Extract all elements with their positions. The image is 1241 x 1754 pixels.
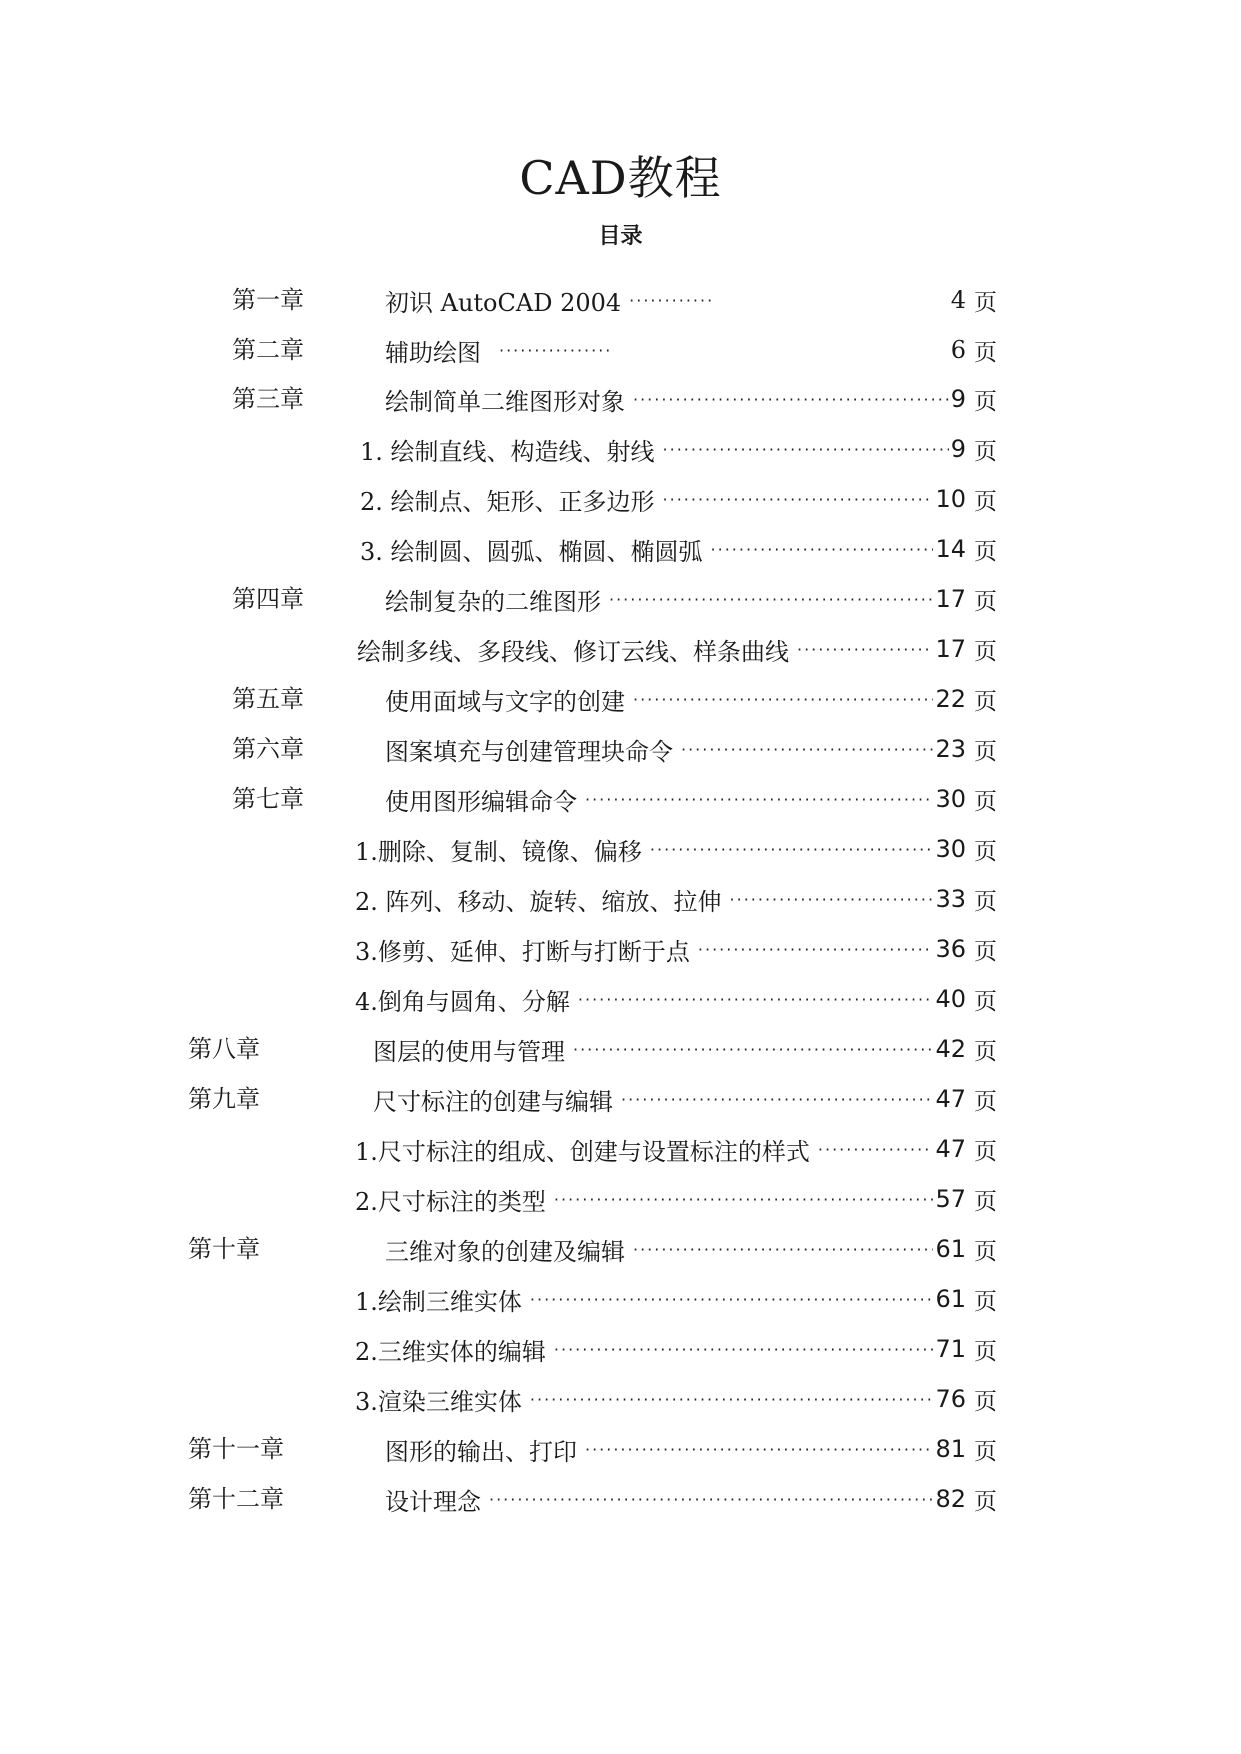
toc-row <box>0 628 1241 670</box>
toc-entry-text: 尺寸标注的创建与编辑 <box>373 1087 613 1116</box>
toc-heading: 目录 <box>598 224 643 249</box>
toc-row <box>0 279 1241 321</box>
toc-page-unit: 页 <box>974 1388 997 1415</box>
toc-entry <box>355 828 997 870</box>
toc-entry-text: 绘制简单二维图形对象 <box>385 387 625 416</box>
toc-entry-text: 2. 阵列、移动、旋转、缩放、拉伸 <box>355 887 722 916</box>
toc-page-unit: 页 <box>974 1288 997 1315</box>
toc-leader-dots <box>585 790 933 809</box>
toc-page-unit: 页 <box>974 938 997 965</box>
toc-leader-dots <box>797 640 933 659</box>
toc-leader-dots <box>633 390 949 409</box>
toc-chapter: 第一章 <box>232 286 304 314</box>
toc-page-number: 33 <box>935 885 966 913</box>
toc-row <box>0 428 1241 470</box>
toc-page-number: 17 <box>935 585 966 613</box>
toc-leader-dots <box>530 1290 934 1309</box>
toc-row <box>0 728 1241 770</box>
toc-page-unit: 页 <box>974 388 997 415</box>
toc-entry <box>385 678 997 720</box>
toc-row <box>0 828 1241 870</box>
toc-page-unit: 页 <box>974 339 997 366</box>
toc-page-number: 6 <box>950 336 966 364</box>
toc-entry <box>360 478 997 520</box>
toc-page-unit: 页 <box>974 488 997 515</box>
toc-row <box>0 378 1241 420</box>
toc-page-unit: 页 <box>974 1238 997 1265</box>
toc-page-number: 61 <box>935 1235 966 1263</box>
toc-chapter: 第二章 <box>232 336 304 364</box>
toc-entry <box>385 279 997 321</box>
toc-page-unit: 页 <box>974 1338 997 1365</box>
toc-row <box>0 1278 1241 1320</box>
toc-page-unit: 页 <box>974 688 997 715</box>
toc-leader-dots <box>554 1340 934 1359</box>
toc-page-unit: 页 <box>974 988 997 1015</box>
toc-row <box>0 1178 1241 1220</box>
toc-page-unit: 页 <box>974 638 997 665</box>
toc-entry <box>373 1078 997 1120</box>
toc-row <box>0 1378 1241 1420</box>
toc-entry <box>355 1328 997 1370</box>
toc-leader-dots <box>573 1040 933 1059</box>
toc-entry <box>385 578 997 620</box>
toc-page-number: 40 <box>935 985 966 1013</box>
toc-entry <box>355 1378 997 1420</box>
toc-entry <box>385 1428 997 1470</box>
toc-chapter: 第十二章 <box>188 1485 284 1513</box>
toc-row <box>0 1128 1241 1170</box>
toc-entry <box>385 1228 997 1270</box>
toc-leader-dots <box>663 490 934 509</box>
toc-page-unit: 页 <box>974 1088 997 1115</box>
toc-page-number: 61 <box>935 1285 966 1313</box>
toc-entry <box>355 1128 997 1170</box>
toc-page-number: 30 <box>935 785 966 813</box>
toc-leader-dots <box>609 590 933 609</box>
toc-entry-text: 初识 AutoCAD 2004 <box>385 288 622 317</box>
toc-leader-dots <box>633 690 933 709</box>
toc-page-number: 42 <box>935 1035 966 1063</box>
toc-row <box>0 1078 1241 1120</box>
toc-page-unit: 页 <box>974 738 997 765</box>
toc-entry <box>355 1178 997 1220</box>
toc-chapter: 第十一章 <box>188 1435 284 1463</box>
toc-page-unit: 页 <box>974 1438 997 1465</box>
toc-entry <box>373 1028 997 1070</box>
toc-leader-dots <box>530 1390 934 1409</box>
toc-page-number: 47 <box>935 1085 966 1113</box>
toc-page-unit: 页 <box>974 838 997 865</box>
toc-page-unit: 页 <box>974 438 997 465</box>
toc-leader-dots <box>663 440 949 459</box>
toc-entry-text: 3.渲染三维实体 <box>355 1387 522 1416</box>
toc-entry-text: 3. 绘制圆、圆弧、椭圆、椭圆弧 <box>360 537 703 566</box>
toc-row <box>0 928 1241 970</box>
toc-entry-text: 4.倒角与圆角、分解 <box>355 987 570 1016</box>
toc-row <box>0 1228 1241 1270</box>
toc-leader-dots <box>818 1140 934 1159</box>
toc-entry <box>360 528 997 570</box>
toc-leader-dots <box>698 940 934 959</box>
toc-page-number: 82 <box>935 1485 966 1513</box>
toc-page-unit: 页 <box>974 1038 997 1065</box>
toc-row <box>0 1428 1241 1470</box>
toc-entry-text: 绘制复杂的二维图形 <box>385 587 601 616</box>
toc-row <box>0 329 1241 371</box>
toc-leader-dots <box>489 1490 933 1509</box>
toc-leader-dots <box>730 890 934 909</box>
toc-entry <box>385 728 997 770</box>
toc-page-number: 47 <box>935 1135 966 1163</box>
toc-entry-text: 三维对象的创建及编辑 <box>385 1237 625 1266</box>
toc-page-unit: 页 <box>974 1188 997 1215</box>
toc-entry-text: 设计理念 <box>385 1487 481 1516</box>
toc-chapter: 第六章 <box>232 735 304 763</box>
toc-entry <box>355 978 997 1020</box>
toc-leader-dots <box>681 740 933 759</box>
toc-page-unit: 页 <box>974 1488 997 1515</box>
toc-entry <box>385 378 997 420</box>
toc-page-unit: 页 <box>974 888 997 915</box>
toc-leader-dots <box>629 291 715 310</box>
toc-page-number: 22 <box>935 685 966 713</box>
toc-leader-dots <box>499 341 609 360</box>
toc-page-number: 81 <box>935 1435 966 1463</box>
toc-page-number: 17 <box>935 635 966 663</box>
toc-row <box>0 478 1241 520</box>
toc-leader-dots <box>554 1190 934 1209</box>
toc-entry <box>357 628 997 670</box>
toc-page-number: 9 <box>950 435 966 463</box>
toc-page-number: 4 <box>950 286 966 314</box>
toc-chapter: 第三章 <box>232 385 304 413</box>
toc-entry-text: 绘制多线、多段线、修订云线、样条曲线 <box>357 637 789 666</box>
toc-entry <box>355 878 997 920</box>
toc-entry-text: 1.尺寸标注的组成、创建与设置标注的样式 <box>355 1137 810 1166</box>
toc-row <box>0 878 1241 920</box>
toc-row <box>0 578 1241 620</box>
toc-page-number: 10 <box>935 485 966 513</box>
toc-row <box>0 778 1241 820</box>
toc-row <box>0 1478 1241 1520</box>
toc-entry-text: 1.绘制三维实体 <box>355 1287 522 1316</box>
toc-chapter: 第八章 <box>188 1035 260 1063</box>
toc-leader-dots <box>711 540 934 559</box>
toc-entry-text: 图形的输出、打印 <box>385 1437 577 1466</box>
toc-leader-dots <box>621 1090 933 1109</box>
toc-page-number: 76 <box>935 1385 966 1413</box>
toc-page-unit: 页 <box>974 588 997 615</box>
toc-leader-dots <box>633 1240 933 1259</box>
toc-leader-dots <box>578 990 934 1009</box>
toc-page-unit: 页 <box>974 538 997 565</box>
toc-entry-text: 3.修剪、延伸、打断与打断于点 <box>355 937 690 966</box>
toc-entry <box>355 928 997 970</box>
toc-page-number: 36 <box>935 935 966 963</box>
toc-entry-text: 1.删除、复制、镜像、偏移 <box>355 837 642 866</box>
toc-page-unit: 页 <box>974 788 997 815</box>
toc-entry <box>355 1278 997 1320</box>
toc-row <box>0 528 1241 570</box>
toc-entry-text: 使用面域与文字的创建 <box>385 687 625 716</box>
toc-entry <box>385 778 997 820</box>
toc-leader-dots <box>650 840 934 859</box>
toc-entry <box>360 428 997 470</box>
toc-chapter: 第五章 <box>232 685 304 713</box>
toc-page-number: 9 <box>950 385 966 413</box>
toc-row <box>0 1328 1241 1370</box>
toc-page-number: 30 <box>935 835 966 863</box>
toc-entry-text: 2.三维实体的编辑 <box>355 1337 546 1366</box>
toc-chapter: 第九章 <box>188 1085 260 1113</box>
toc-row <box>0 1028 1241 1070</box>
toc-entry-text: 使用图形编辑命令 <box>385 787 577 816</box>
toc-page-number: 57 <box>935 1185 966 1213</box>
toc-page-number: 71 <box>935 1335 966 1363</box>
toc-page-unit: 页 <box>974 1138 997 1165</box>
toc-entry-text: 1. 绘制直线、构造线、射线 <box>360 437 655 466</box>
toc-page-unit: 页 <box>974 289 997 316</box>
toc-chapter: 第十章 <box>188 1235 260 1263</box>
toc-row <box>0 678 1241 720</box>
toc-chapter: 第四章 <box>232 585 304 613</box>
toc-entry-text: 2.尺寸标注的类型 <box>355 1187 546 1216</box>
toc-page-number: 14 <box>935 535 966 563</box>
toc-entry-text: 辅助绘图 <box>385 338 481 367</box>
toc-chapter: 第七章 <box>232 785 304 813</box>
toc-row <box>0 978 1241 1020</box>
toc-entry-text: 图层的使用与管理 <box>373 1037 565 1066</box>
toc-entry <box>385 1478 997 1520</box>
toc-entry-text: 2. 绘制点、矩形、正多边形 <box>360 487 655 516</box>
toc-leader-dots <box>585 1440 933 1459</box>
document-title: CAD教程 <box>519 151 722 205</box>
toc-entry <box>385 329 997 371</box>
toc-entry-text: 图案填充与创建管理块命令 <box>385 737 673 766</box>
toc-page-number: 23 <box>935 735 966 763</box>
